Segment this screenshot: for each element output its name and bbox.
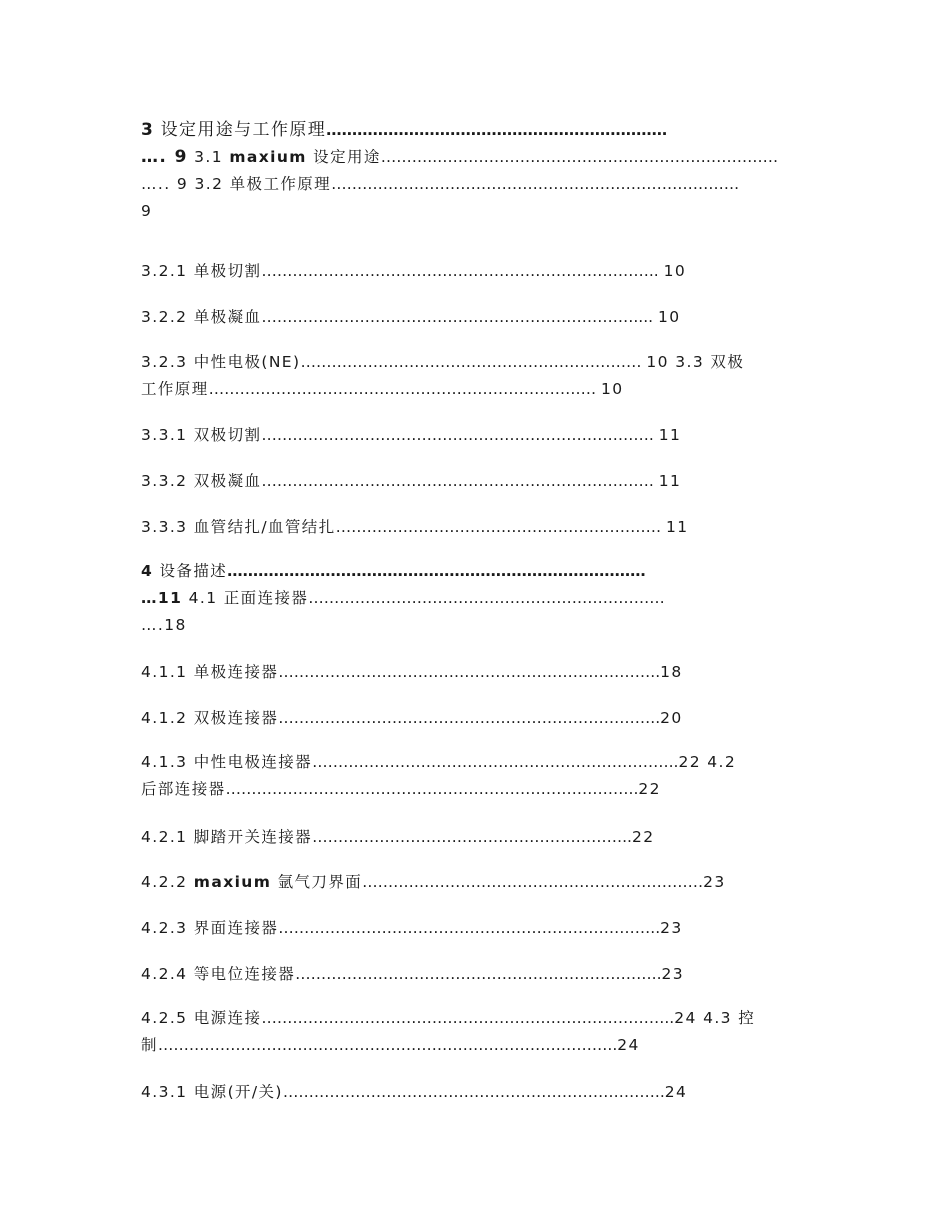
toc-leader-dots: …. xyxy=(141,147,175,167)
toc-leader-dots: …………………………………………………………….. xyxy=(295,965,662,983)
toc-entry-title: 4.1.1 单极连接器 xyxy=(141,663,279,681)
toc-entry-3-3-2[interactable] xyxy=(141,466,805,496)
toc-entry-4-2-2[interactable] xyxy=(141,867,805,897)
toc-page-number: 18 xyxy=(164,616,187,634)
toc-leader-dots: ……………………………………………………………………. xyxy=(331,175,739,193)
toc-page-number: 10 xyxy=(601,380,624,398)
toc-page-number: 11 xyxy=(658,426,682,444)
toc-page-number: 10 3.3 双极 xyxy=(646,353,745,371)
toc-page-number: 18 xyxy=(660,663,683,681)
toc-entry-title: 4.2.1 脚踏开关连接器 xyxy=(141,828,313,846)
toc-page-number: 22 4.2 xyxy=(678,753,737,771)
toc-brand-name: maxium xyxy=(229,148,307,166)
toc-section-3 xyxy=(141,117,805,225)
toc-page-number: 9 xyxy=(141,202,153,220)
toc-page-number: 23 xyxy=(660,919,683,937)
toc-leader-dots: ……………………………………………………………….. xyxy=(278,709,661,727)
toc-entry-3-2-2[interactable] xyxy=(141,302,805,332)
toc-entry-title: 氩气刀界面 xyxy=(271,873,363,891)
toc-leader-dots: ……………………………………………………… xyxy=(335,518,667,536)
toc-entry-title: 制 xyxy=(141,1036,158,1054)
toc-leader-dots: … xyxy=(141,589,158,607)
toc-leader-dots: ………………………………………………………… xyxy=(300,353,647,371)
toc-leader-dots: …………………………………………………………….. xyxy=(312,753,679,771)
toc-leader-dots: ……………………………………………………………….... xyxy=(261,308,659,326)
toc-entry-title: 3.2.3 中性电极(NE) xyxy=(141,353,301,371)
toc-page-number: 24 xyxy=(617,1036,640,1054)
toc-page-number: 11 xyxy=(658,472,682,490)
toc-entry-4-1-2[interactable] xyxy=(141,703,805,733)
toc-entry-4-3-1[interactable] xyxy=(141,1077,805,1107)
toc-entry-title: 4.1.3 中性电极连接器 xyxy=(141,753,313,771)
toc-entry-title: 3.3.2 双极凝血 xyxy=(141,472,262,490)
toc-entry-4-2-4[interactable] xyxy=(141,959,805,989)
toc-chapter-number: 4 xyxy=(141,562,154,580)
toc-leader-dots: ………………………………………………………………….. xyxy=(261,262,664,280)
toc-leader-dots: ……………………………………………………………….. xyxy=(278,919,661,937)
toc-page-number: 22 xyxy=(638,780,661,798)
toc-entry-4-1-1[interactable] xyxy=(141,657,805,687)
toc-entry-title: 4.2.3 界面连接器 xyxy=(141,919,279,937)
toc-entry-3-3-1[interactable] xyxy=(141,420,805,450)
toc-entry-title: 3.3.1 双极切割 xyxy=(141,426,262,444)
toc-page-number: 9 xyxy=(174,147,188,167)
toc-entry-title: 4.1 正面连接器 xyxy=(182,589,309,607)
toc-leader-dots: ………..………………………………………………………… xyxy=(380,148,779,166)
toc-leader-dots: ……………………………………………………………….. xyxy=(278,663,661,681)
toc-page-number: 22 xyxy=(631,828,655,846)
toc-leader-dots: …………………………………………………………………. xyxy=(261,472,659,490)
toc-entry-title: 3.3.3 血管结扎/血管结扎 xyxy=(141,518,336,536)
toc-page-number: 10 xyxy=(658,308,681,326)
toc-entry-title: 4.3.1 电源(开/关) xyxy=(141,1083,283,1101)
toc-entry-title: 4.1.2 双极连接器 xyxy=(141,709,279,727)
toc-leader-dots: …………………………………………………………………. xyxy=(261,426,659,444)
toc-entry-3-2-3[interactable] xyxy=(141,349,805,403)
toc-page-number: 11 xyxy=(666,518,689,536)
toc-entry-4-2-3[interactable] xyxy=(141,913,805,943)
toc-entry-4-1-3[interactable] xyxy=(141,749,805,803)
toc-page-number: 24 xyxy=(664,1083,688,1101)
toc-leader-dots: …………………………………………………………… xyxy=(308,589,665,607)
toc-leader-dots: …………………………………………………………………….. xyxy=(225,780,639,798)
toc-entry-3-2-1[interactable] xyxy=(141,256,805,286)
toc-leader-dots: …………………………………………………………………………….. xyxy=(157,1036,618,1054)
toc-line xyxy=(141,171,805,198)
toc-entry-title: 后部连接器 xyxy=(141,780,226,798)
toc-line xyxy=(141,144,805,171)
toc-leader-dots: …………………………………………………………………….. xyxy=(261,1009,675,1027)
toc-brand-name: maxium xyxy=(193,873,272,891)
toc-page-number: 23 xyxy=(703,873,726,891)
toc-entry-title: 4.2.4 等电位连接器 xyxy=(141,965,296,983)
toc-entry-3-3-3[interactable] xyxy=(141,512,805,542)
toc-page-number: 20 xyxy=(660,709,683,727)
toc-page-number: 11 xyxy=(157,589,183,607)
toc-page-number: 10 xyxy=(663,262,687,280)
toc-entry-title: 3.2.1 单极切割 xyxy=(141,262,262,280)
toc-leader-dots: ……………………………………………………………………… xyxy=(227,562,646,580)
toc-entry-title: 4.2.5 电源连接 xyxy=(141,1009,262,1027)
toc-entry-title: 设定用途 xyxy=(306,148,381,166)
toc-entry-4-2-5[interactable] xyxy=(141,1005,805,1059)
toc-chapter-title: 设定用途与工作原理 xyxy=(160,120,327,140)
toc-leader-dots: …. xyxy=(141,616,165,634)
toc-entry-title: 工作原理 xyxy=(141,380,209,398)
toc-page-number: 24 4.3 控 xyxy=(674,1009,756,1027)
toc-entry-number: 3.1 xyxy=(187,148,230,166)
toc-chapter-title: 设备描述 xyxy=(159,562,228,580)
toc-leader-dots: ………………………………………………………… xyxy=(326,121,668,139)
toc-entry-number: 4.2.2 xyxy=(141,873,194,891)
toc-leader-dots: ………………………………………………………………… xyxy=(208,380,602,398)
toc-leader-dots: ………………………………………………………… xyxy=(362,873,704,891)
toc-leader-dots: …………………………………………………….. xyxy=(312,828,632,846)
toc-page-number: 23 xyxy=(661,965,685,983)
toc-leader-dots: ….. 9 xyxy=(141,175,195,193)
toc-section-4 xyxy=(141,558,805,639)
toc-entry-title: 3.2.2 单极凝血 xyxy=(141,308,262,326)
toc-line xyxy=(141,117,805,144)
toc-line xyxy=(141,198,805,225)
toc-chapter-number: 3 xyxy=(141,120,155,140)
toc-leader-dots: ……………………………………………………………….. xyxy=(282,1083,665,1101)
toc-entry-4-2-1[interactable] xyxy=(141,822,805,852)
toc-entry-title: 3.2 单极工作原理 xyxy=(194,175,332,193)
